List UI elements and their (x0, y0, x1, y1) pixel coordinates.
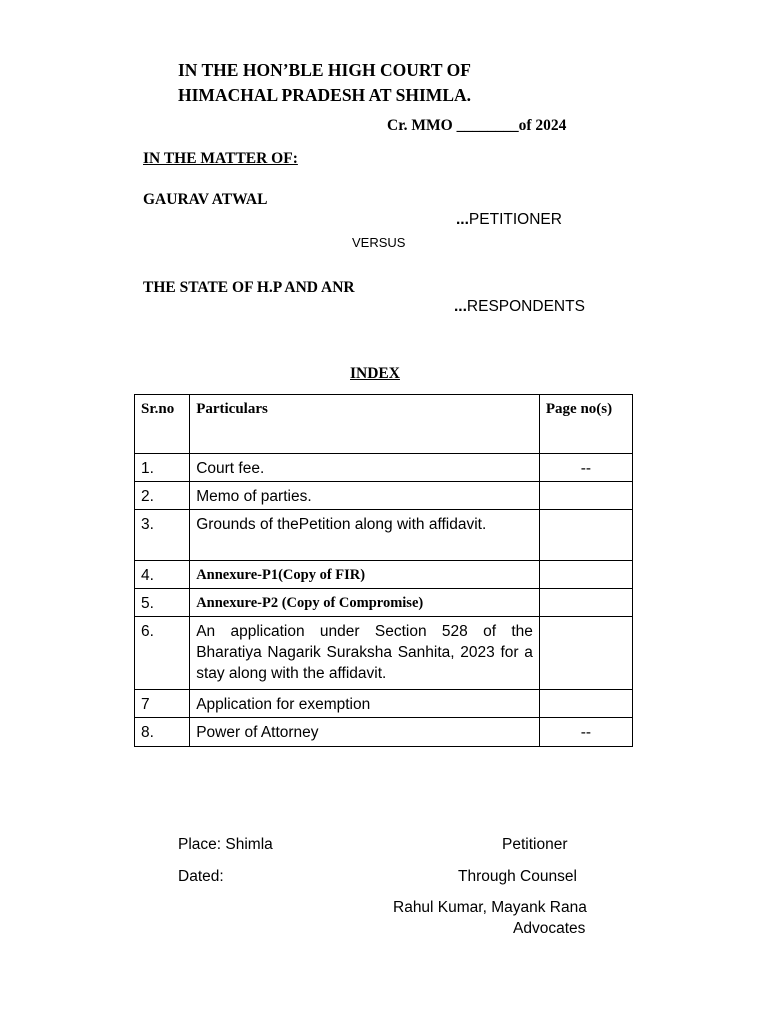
respondent-role-label: RESPONDENTS (466, 298, 585, 315)
court-title-line-1: IN THE HON’BLE HIGH COURT OF (178, 60, 471, 80)
column-header-particulars: Particulars (190, 395, 540, 454)
row-pages (539, 482, 632, 510)
row-pages (539, 589, 632, 617)
versus-label: VERSUS (352, 235, 406, 250)
petitioner-role-label: PETITIONER (468, 211, 562, 228)
row-particulars: Grounds of thePetition along with affidavit. (190, 510, 540, 561)
table-row (135, 561, 633, 589)
row-sr: 3. (135, 510, 190, 561)
respondent-name: THE STATE OF H.P AND ANR (143, 279, 355, 296)
row-particulars: Annexure-P2 (Copy of Compromise) (190, 589, 540, 617)
dated-label: Dated: (178, 868, 224, 885)
row-particulars: An application under Section 528 of the Bharatiya Nagarik Suraksha Sanhita, 2023 for a stay along with the affidavit. (190, 617, 540, 690)
row-pages (539, 561, 632, 589)
table-row (135, 718, 633, 747)
row-pages: -- (539, 718, 632, 747)
petitioner-name: GAURAV ATWAL (143, 191, 268, 208)
respondent-dots: ... (454, 298, 467, 315)
index-header-row (135, 395, 633, 454)
court-title (178, 58, 471, 108)
row-sr: 5. (135, 589, 190, 617)
row-sr: 1. (135, 454, 190, 482)
row-particulars: Application for exemption (190, 690, 540, 718)
row-sr: 2. (135, 482, 190, 510)
matter-heading: IN THE MATTER OF: (143, 150, 298, 167)
column-header-page-nos: Page no(s) (539, 395, 632, 454)
petitioner-dots: ... (456, 211, 469, 228)
table-row (135, 482, 633, 510)
index-table (134, 394, 633, 747)
row-sr: 6. (135, 617, 190, 690)
advocates-label: Advocates (513, 920, 586, 937)
row-particulars: Court fee. (190, 454, 540, 482)
row-pages (539, 617, 632, 690)
through-counsel-label: Through Counsel (458, 868, 577, 885)
column-header-sr-no: Sr.no (135, 395, 190, 454)
row-sr: 7 (135, 690, 190, 718)
table-row (135, 510, 633, 561)
row-pages (539, 510, 632, 561)
court-title-line-2: HIMACHAL PRADESH AT SHIMLA. (178, 85, 472, 105)
petitioner-role (456, 211, 562, 229)
row-sr: 4. (135, 561, 190, 589)
case-number: Cr. MMO ________of 2024 (387, 117, 567, 134)
respondent-role (454, 298, 585, 316)
table-row (135, 617, 633, 690)
table-row (135, 589, 633, 617)
row-particulars: Annexure-P1(Copy of FIR) (190, 561, 540, 589)
table-row (135, 690, 633, 718)
row-pages (539, 690, 632, 718)
row-sr: 8. (135, 718, 190, 747)
petitioner-signature-label: Petitioner (502, 836, 568, 853)
table-row (135, 454, 633, 482)
row-particulars: Memo of parties. (190, 482, 540, 510)
row-pages: -- (539, 454, 632, 482)
row-particulars: Power of Attorney (190, 718, 540, 747)
place-label: Place: Shimla (178, 836, 273, 853)
index-heading: INDEX (350, 365, 400, 382)
counsel-names: Rahul Kumar, Mayank Rana (393, 899, 587, 916)
